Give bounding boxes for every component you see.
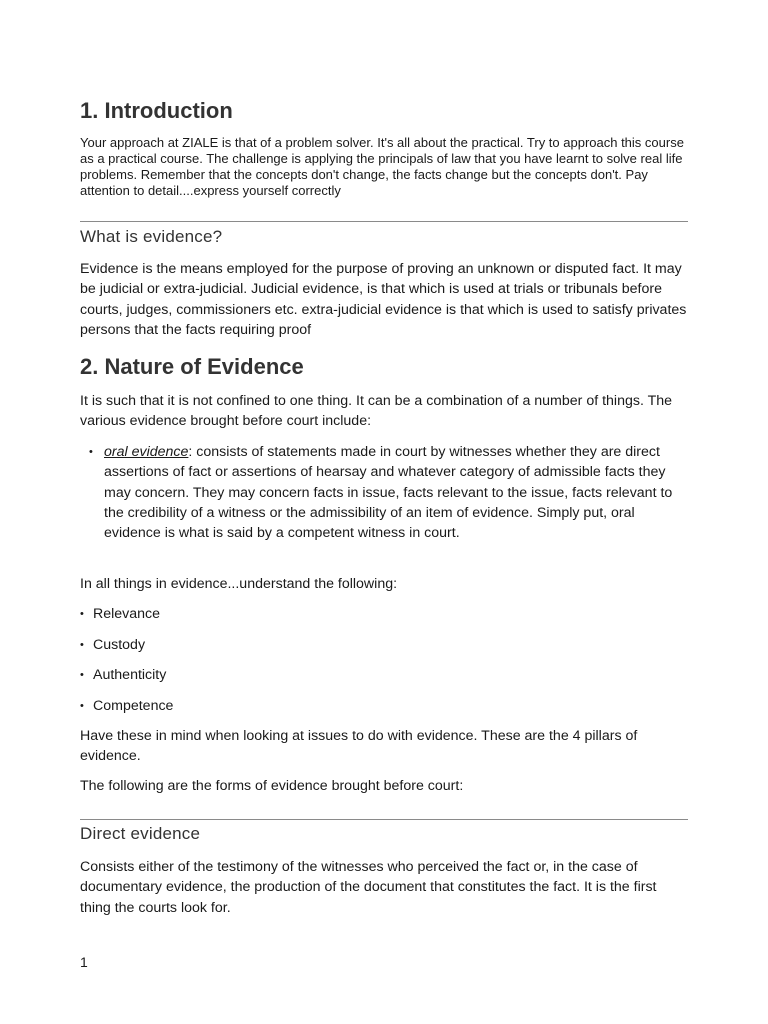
introduction-paragraph: Your approach at ZIALE is that of a problem solver. It's all about the practical. Try to approach this course as a practical course. The challenge is applying the principals of law that you have learnt to solve real life problems. Remember that the concepts don't change, the facts change but the concepts don't. Pay attention to detail....express yourself correctly (80, 135, 684, 198)
bullet-icon: • (80, 608, 84, 620)
section-heading-nature-of-evidence: 2. Nature of Evidence (80, 354, 304, 379)
subheading-direct-evidence: Direct evidence (80, 824, 201, 843)
bullet-icon: • (80, 638, 84, 651)
divider (80, 221, 688, 222)
subheading-what-is-evidence: What is evidence? (80, 227, 223, 246)
list-item-pillar (80, 665, 173, 696)
nature-paragraph: It is such that it is not confined to one thing. It can be a combination of a number of things. The various evidence brought before court include: (80, 393, 673, 430)
bullet-icon: • (80, 669, 84, 681)
pillar-label: Relevance (93, 606, 161, 622)
list-item-pillar (80, 635, 173, 666)
pillars-list (80, 604, 173, 726)
pillar-label: Custody (93, 636, 146, 653)
section-heading-introduction: 1. Introduction (80, 98, 233, 123)
understand-following-paragraph: In all things in evidence...understand the following: (80, 576, 398, 592)
direct-evidence-paragraph: Consists either of the testimony of the witnesses who perceived the fact or, in the case of documentary evidence, the production of the document that constitutes the fact. It is the first thing the courts look for. (80, 859, 657, 916)
bullet-icon: • (80, 699, 84, 712)
list-item-pillar (80, 604, 173, 635)
oral-evidence-description: : consists of statements made in court by witnesses whether they are direct assertions of fact or assertions of hearsay and whatever category of admissible facts they may concern. They may concern facts in issue, facts relevant to the issue, facts relevant to the credibility of a witness or the admissibility of an item of evidence. Simply put, oral evidence is what is said by a competent witness in court. (104, 444, 673, 542)
divider (80, 819, 688, 820)
pillar-label: Competence (93, 697, 174, 714)
bullet-icon: • (89, 446, 93, 458)
pillars-note-paragraph: Have these in mind when looking at issues to do with evidence. These are the 4 pillars of evidence. (80, 728, 638, 765)
forms-paragraph: The following are the forms of evidence brought before court: (80, 778, 464, 794)
what-is-evidence-paragraph: Evidence is the means employed for the purpose of proving an unknown or disputed fact. It may be judicial or extra-judicial. Judicial evidence, is that which is used at trials or tribunals before courts, judges, commissioners etc. extra-judicial evidence is that which is used to satisfy privates persons that the facts requiring proof (80, 261, 687, 338)
evidence-types-list (80, 442, 688, 543)
page-number: 1 (80, 954, 88, 970)
list-item-pillar (80, 696, 173, 727)
oral-evidence-term: oral evidence (104, 444, 189, 460)
list-item-oral-evidence (80, 442, 688, 543)
pillar-label: Authenticity (93, 667, 167, 683)
